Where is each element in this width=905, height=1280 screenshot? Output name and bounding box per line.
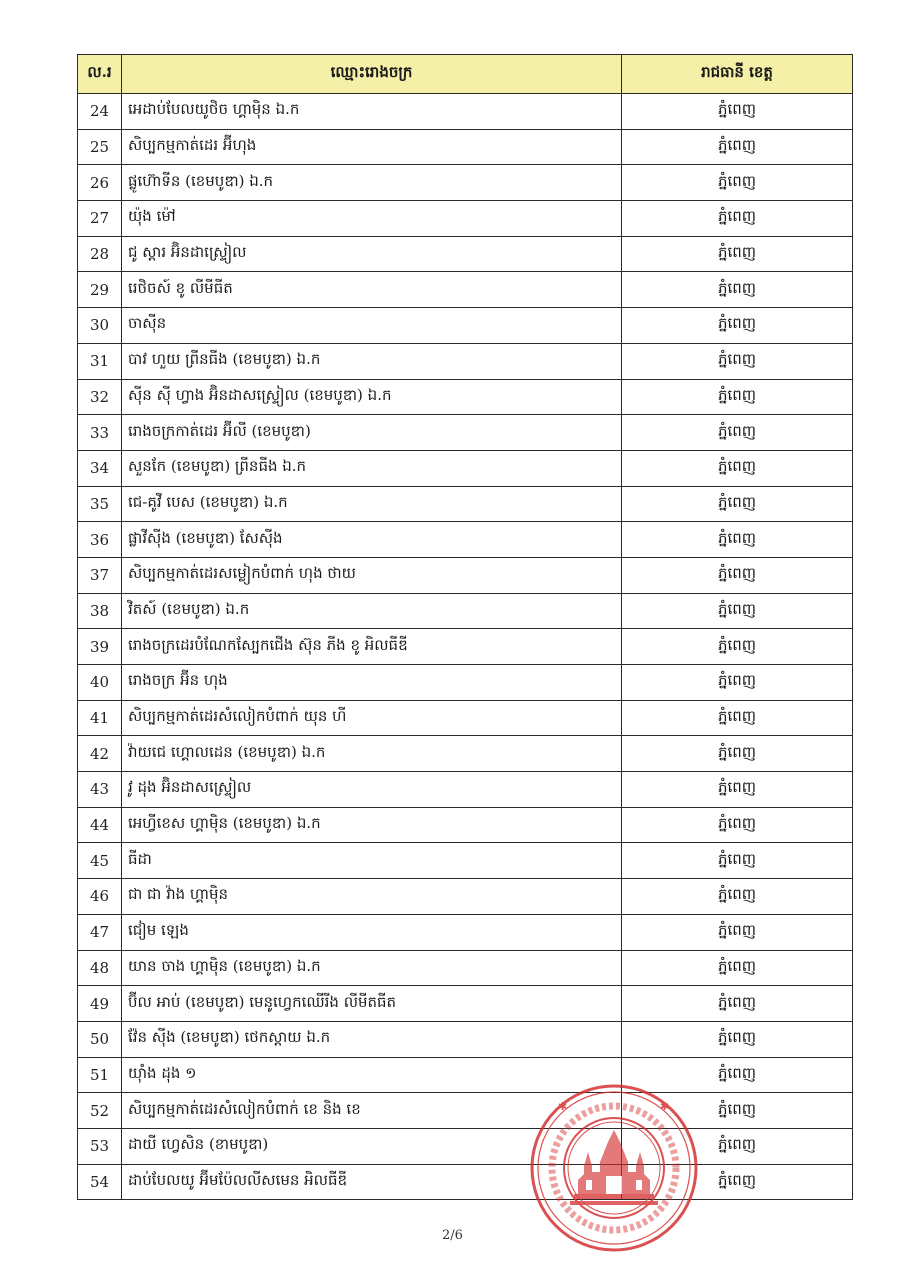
province: ភ្នំពេញ	[622, 736, 853, 772]
province: ភ្នំពេញ	[622, 486, 853, 522]
table-row	[78, 308, 853, 344]
province: ភ្នំពេញ	[622, 522, 853, 558]
province: ភ្នំពេញ	[622, 700, 853, 736]
province: ភ្នំពេញ	[622, 665, 853, 701]
factory-name: រោងចក្រ អ៊ីន ហុង	[122, 665, 622, 701]
table-row	[78, 700, 853, 736]
factory-name: យាន ចាង ហ្គាម៉ិន (ខេមបូឌា) ឯ.ក	[122, 950, 622, 986]
factory-name: សិប្បកម្មកាត់ដេរសំលៀកបំពាក់ យុន ហី	[122, 700, 622, 736]
row-number: 25	[78, 129, 122, 165]
factory-name: សិប្បកម្មកាត់ដេរសម្លៀកបំពាក់ ហុង ថាយ	[122, 557, 622, 593]
row-number: 47	[78, 914, 122, 950]
table-row	[78, 807, 853, 843]
factory-name: វិតស៍ (ខេមបូឌា) ឯ.ក	[122, 593, 622, 629]
table-row	[78, 522, 853, 558]
factory-name: ជេ-គូវី បេស (ខេមបូឌា) ឯ.ក	[122, 486, 622, 522]
table-row	[78, 94, 853, 130]
table-row	[78, 343, 853, 379]
factory-name: ផ្លាវីស៊ីង (ខេមបូឌា) សែស៊ីង	[122, 522, 622, 558]
row-number: 49	[78, 986, 122, 1022]
province: ភ្នំពេញ	[622, 201, 853, 237]
province: ភ្នំពេញ	[622, 593, 853, 629]
table-row	[78, 236, 853, 272]
factory-name: សិប្បកម្មកាត់ដេរសំលៀកបំពាក់ ខេ និង ខេ	[122, 1093, 622, 1129]
row-number: 26	[78, 165, 122, 201]
row-number: 31	[78, 343, 122, 379]
factory-name: ដាប់បែលយូ អ៊ីមប៉ែលលីសមេន អិលធីឌី	[122, 1164, 622, 1200]
row-number: 28	[78, 236, 122, 272]
row-number: 51	[78, 1057, 122, 1093]
row-number: 36	[78, 522, 122, 558]
row-number: 37	[78, 557, 122, 593]
row-number: 40	[78, 665, 122, 701]
table-row	[78, 415, 853, 451]
table-row	[78, 736, 853, 772]
factory-name: យ៉ុង ម៉ៅ	[122, 201, 622, 237]
row-number: 54	[78, 1164, 122, 1200]
factory-name: វ៉ែន ស៊ីង (ខេមបូឌា) ថេកស្តាយ ឯ.ក	[122, 1021, 622, 1057]
table-row	[78, 593, 853, 629]
province: ភ្នំពេញ	[622, 1057, 853, 1093]
province: ភ្នំពេញ	[622, 308, 853, 344]
header-number: ល.រ	[78, 55, 122, 94]
row-number: 46	[78, 879, 122, 915]
province: ភ្នំពេញ	[622, 129, 853, 165]
factory-name: រេថិចស៍ ខូ លីមីធីត	[122, 272, 622, 308]
table-row	[78, 1021, 853, 1057]
province: ភ្នំពេញ	[622, 629, 853, 665]
table-row	[78, 165, 853, 201]
table-row	[78, 1057, 853, 1093]
factory-name: អេហ្វីខេស ហ្គាម៉ិន (ខេមបូឌា) ឯ.ក	[122, 807, 622, 843]
province: ភ្នំពេញ	[622, 272, 853, 308]
header-factory-name: ឈ្មោះរោងចក្រ	[122, 55, 622, 94]
row-number: 27	[78, 201, 122, 237]
province: ភ្នំពេញ	[622, 843, 853, 879]
province: ភ្នំពេញ	[622, 94, 853, 130]
factory-name: សិប្បកម្មកាត់ដេរ អ៊ីហុង	[122, 129, 622, 165]
table-row	[78, 629, 853, 665]
province: ភ្នំពេញ	[622, 807, 853, 843]
row-number: 39	[78, 629, 122, 665]
province: ភ្នំពេញ	[622, 415, 853, 451]
table-row	[78, 950, 853, 986]
row-number: 41	[78, 700, 122, 736]
province: ភ្នំពេញ	[622, 986, 853, 1022]
factory-name: ស៊ីន ស៊ី ហ្វាង អ៊ិនដាសស្រ្ទៀល (ខេមបូឌា) ឯ.ក	[122, 379, 622, 415]
row-number: 34	[78, 450, 122, 486]
page-number: 2/6	[442, 1228, 463, 1243]
province: ភ្នំពេញ	[622, 236, 853, 272]
factory-name: ចាស៊ីន	[122, 308, 622, 344]
factory-name: ជូ ស្តារ អ៊ិនដាស្រ្ទៀល	[122, 236, 622, 272]
row-number: 53	[78, 1128, 122, 1164]
table-row	[78, 272, 853, 308]
province: ភ្នំពេញ	[622, 557, 853, 593]
row-number: 38	[78, 593, 122, 629]
province: ភ្នំពេញ	[622, 1021, 853, 1057]
factory-name: វូ ដុង អ៊ិនដាសស្រ្ទៀល	[122, 772, 622, 808]
factory-name: រោងចក្រដេរបំណែកស្បែកជើង ស៊ុន ភីង ខូ អិលធីឌី	[122, 629, 622, 665]
table-row	[78, 914, 853, 950]
province: ភ្នំពេញ	[622, 1128, 853, 1164]
table-row	[78, 1093, 853, 1129]
table-row	[78, 379, 853, 415]
row-number: 52	[78, 1093, 122, 1129]
table-row	[78, 486, 853, 522]
factory-name: ដាយី ហ្វេសិន (ខាមបូឌា)	[122, 1128, 622, 1164]
table-row	[78, 1164, 853, 1200]
header-row	[78, 55, 853, 94]
row-number: 24	[78, 94, 122, 130]
factory-name: រោងចក្រកាត់ដេរ អ៊ីលី (ខេមបូឌា)	[122, 415, 622, 451]
factory-name: បាវ ហួយ ព្រីនធីង (ខេមបូឌា) ឯ.ក	[122, 343, 622, 379]
factory-name: សួនកែ (ខេមបូឌា) ព្រីនធីង ឯ.ក	[122, 450, 622, 486]
table-row	[78, 772, 853, 808]
row-number: 43	[78, 772, 122, 808]
table-row	[78, 986, 853, 1022]
table-row	[78, 450, 853, 486]
factory-name: យ៉ាំង ដុង ១	[122, 1057, 622, 1093]
row-number: 44	[78, 807, 122, 843]
province: ភ្នំពេញ	[622, 914, 853, 950]
factory-name: ប៊ីល អាប់ (ខេមបូឌា) មេនូហ្វេកឈើរីង លីមីតធីត	[122, 986, 622, 1022]
province: ភ្នំពេញ	[622, 343, 853, 379]
province: ភ្នំពេញ	[622, 772, 853, 808]
province: ភ្នំពេញ	[622, 165, 853, 201]
province: ភ្នំពេញ	[622, 379, 853, 415]
table-row	[78, 843, 853, 879]
table-row	[78, 665, 853, 701]
table-row	[78, 557, 853, 593]
province: ភ្នំពេញ	[622, 450, 853, 486]
factory-name: ជៀម ឡេង	[122, 914, 622, 950]
province: ភ្នំពេញ	[622, 879, 853, 915]
factory-name: វ៉ាយជេ ហ្គោលដេន (ខេមបូឌា) ឯ.ក	[122, 736, 622, 772]
row-number: 33	[78, 415, 122, 451]
row-number: 29	[78, 272, 122, 308]
svg-text:✱: ✱	[660, 1100, 670, 1113]
row-number: 35	[78, 486, 122, 522]
province: ភ្នំពេញ	[622, 1164, 853, 1200]
province: ភ្នំពេញ	[622, 1093, 853, 1129]
factory-name: អេដាប់បែលយូថិច ហ្គាម៉ិន ឯ.ក	[122, 94, 622, 130]
row-number: 48	[78, 950, 122, 986]
table-row	[78, 879, 853, 915]
factory-table	[77, 54, 853, 1200]
factory-name: ធីដា	[122, 843, 622, 879]
factory-name: ផ្លូហ៊ោទីន (ខេមបូឌា) ឯ.ក	[122, 165, 622, 201]
row-number: 45	[78, 843, 122, 879]
svg-text:✱: ✱	[558, 1100, 568, 1113]
table-row	[78, 129, 853, 165]
table-row	[78, 1128, 853, 1164]
table-body	[78, 94, 853, 1200]
province: ភ្នំពេញ	[622, 950, 853, 986]
table-row	[78, 201, 853, 237]
row-number: 50	[78, 1021, 122, 1057]
row-number: 42	[78, 736, 122, 772]
row-number: 32	[78, 379, 122, 415]
table-header	[78, 55, 853, 94]
factory-name: ជា ជា វ៉ាង ហ្គាម៉ិន	[122, 879, 622, 915]
row-number: 30	[78, 308, 122, 344]
header-province: រាជធានី ខេត្ត	[622, 55, 853, 94]
